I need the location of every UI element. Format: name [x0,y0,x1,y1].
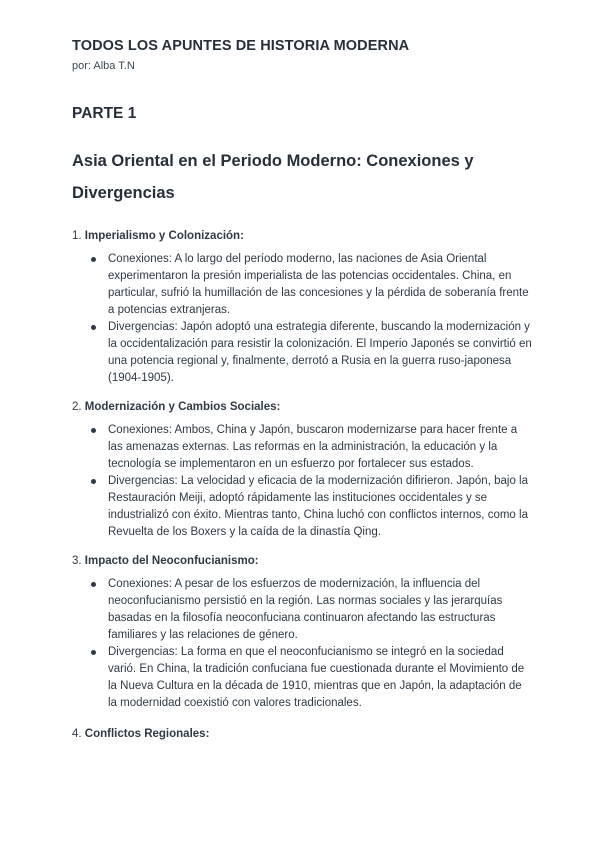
bullet-text: Conexiones: Ambos, China y Japón, buscaron modernizarse para hacer frente a las amenazas externas. Las reformas en la administración, la educación y la tecnología se implementaron en un esfuerzo por fortalecer sus estados. [108,424,518,470]
bullet-item [108,576,532,644]
list-item-3 [72,553,532,712]
bullet-list [72,251,532,387]
bullet-dot-icon [91,257,96,262]
bullet-item [108,644,532,712]
document-author: por: Alba T.N [72,60,135,72]
bullet-dot-icon [91,428,96,433]
item-label: Modernización y Cambios Sociales: [84,401,281,413]
bullet-text: Divergencias: La forma en que el neoconfucianismo se integró en la sociedad varió. En China, la tradición confuciana fue cuestionada durante el Movimiento de la Nueva Cultura en la década de 1910, mientras que en Japón, la adaptación de la modernidad coexistió con valores tradicionales. [108,646,525,709]
section-title: Asia Oriental en el Periodo Moderno: Conexiones y Divergencias [72,152,474,202]
list-item-4 [72,726,532,749]
bullet-text: Conexiones: A lo largo del período moderno, las naciones de Asia Oriental experimentaron la presión imperialista de las potencias occidentales. China, en particular, sufrió la humillación de las concesiones y la pérdida de soberanía frente a potencias extranjeras. [108,253,529,316]
bullet-item [108,473,532,541]
bullet-dot-icon [91,325,96,330]
item-number: 3. [72,555,82,567]
bullet-text: Divergencias: La velocidad y eficacia de la modernización difirieron. Japón, bajo la Restauración Meiji, adoptó rápidamente las instituciones occidentales y se industrializó con éxito. Mientras tanto, China luchó con conflictos internos, como la Revuelta de los Boxers y la caída de la dinastía Qing. [108,475,528,538]
bullet-list [72,422,532,541]
item-heading [72,399,532,415]
bullet-item [108,319,532,387]
bullet-item [108,422,532,473]
item-label: Conflictos Regionales: [84,728,210,740]
item-number: 2. [72,401,82,413]
bullet-dot-icon [91,479,96,484]
bullet-dot-icon [91,582,96,587]
item-number: 4. [72,728,82,740]
item-number: 1. [72,230,82,242]
part-heading: PARTE 1 [72,105,137,122]
item-label: Impacto del Neoconfucianismo: [84,555,259,567]
document-title: TODOS LOS APUNTES DE HISTORIA MODERNA [72,38,410,54]
bullet-dot-icon [91,650,96,655]
list-item-1 [72,228,532,387]
bullet-text: Divergencias: Japón adoptó una estrategia diferente, buscando la modernización y la occidentalización para resistir la colonización. El Imperio Japonés se convirtió en una potencia regional y, finalmente, derrotó a Rusia en la guerra ruso-japonesa (1904-1905). [108,321,532,384]
item-heading [72,228,532,244]
item-label: Imperialismo y Colonización: [84,230,244,242]
bullet-item [108,251,532,319]
bullet-text: Conexiones: A pesar de los esfuerzos de modernización, la influencia del neoconfucianismo persistió en la región. Las normas sociales y las jerarquías basadas en la filosofía neoconfuciana continuaron afectando las estructuras familiares y las relaciones de género. [108,578,503,641]
item-heading [72,726,532,742]
item-heading [72,553,532,569]
list-item-2 [72,399,532,541]
bullet-list [72,576,532,712]
